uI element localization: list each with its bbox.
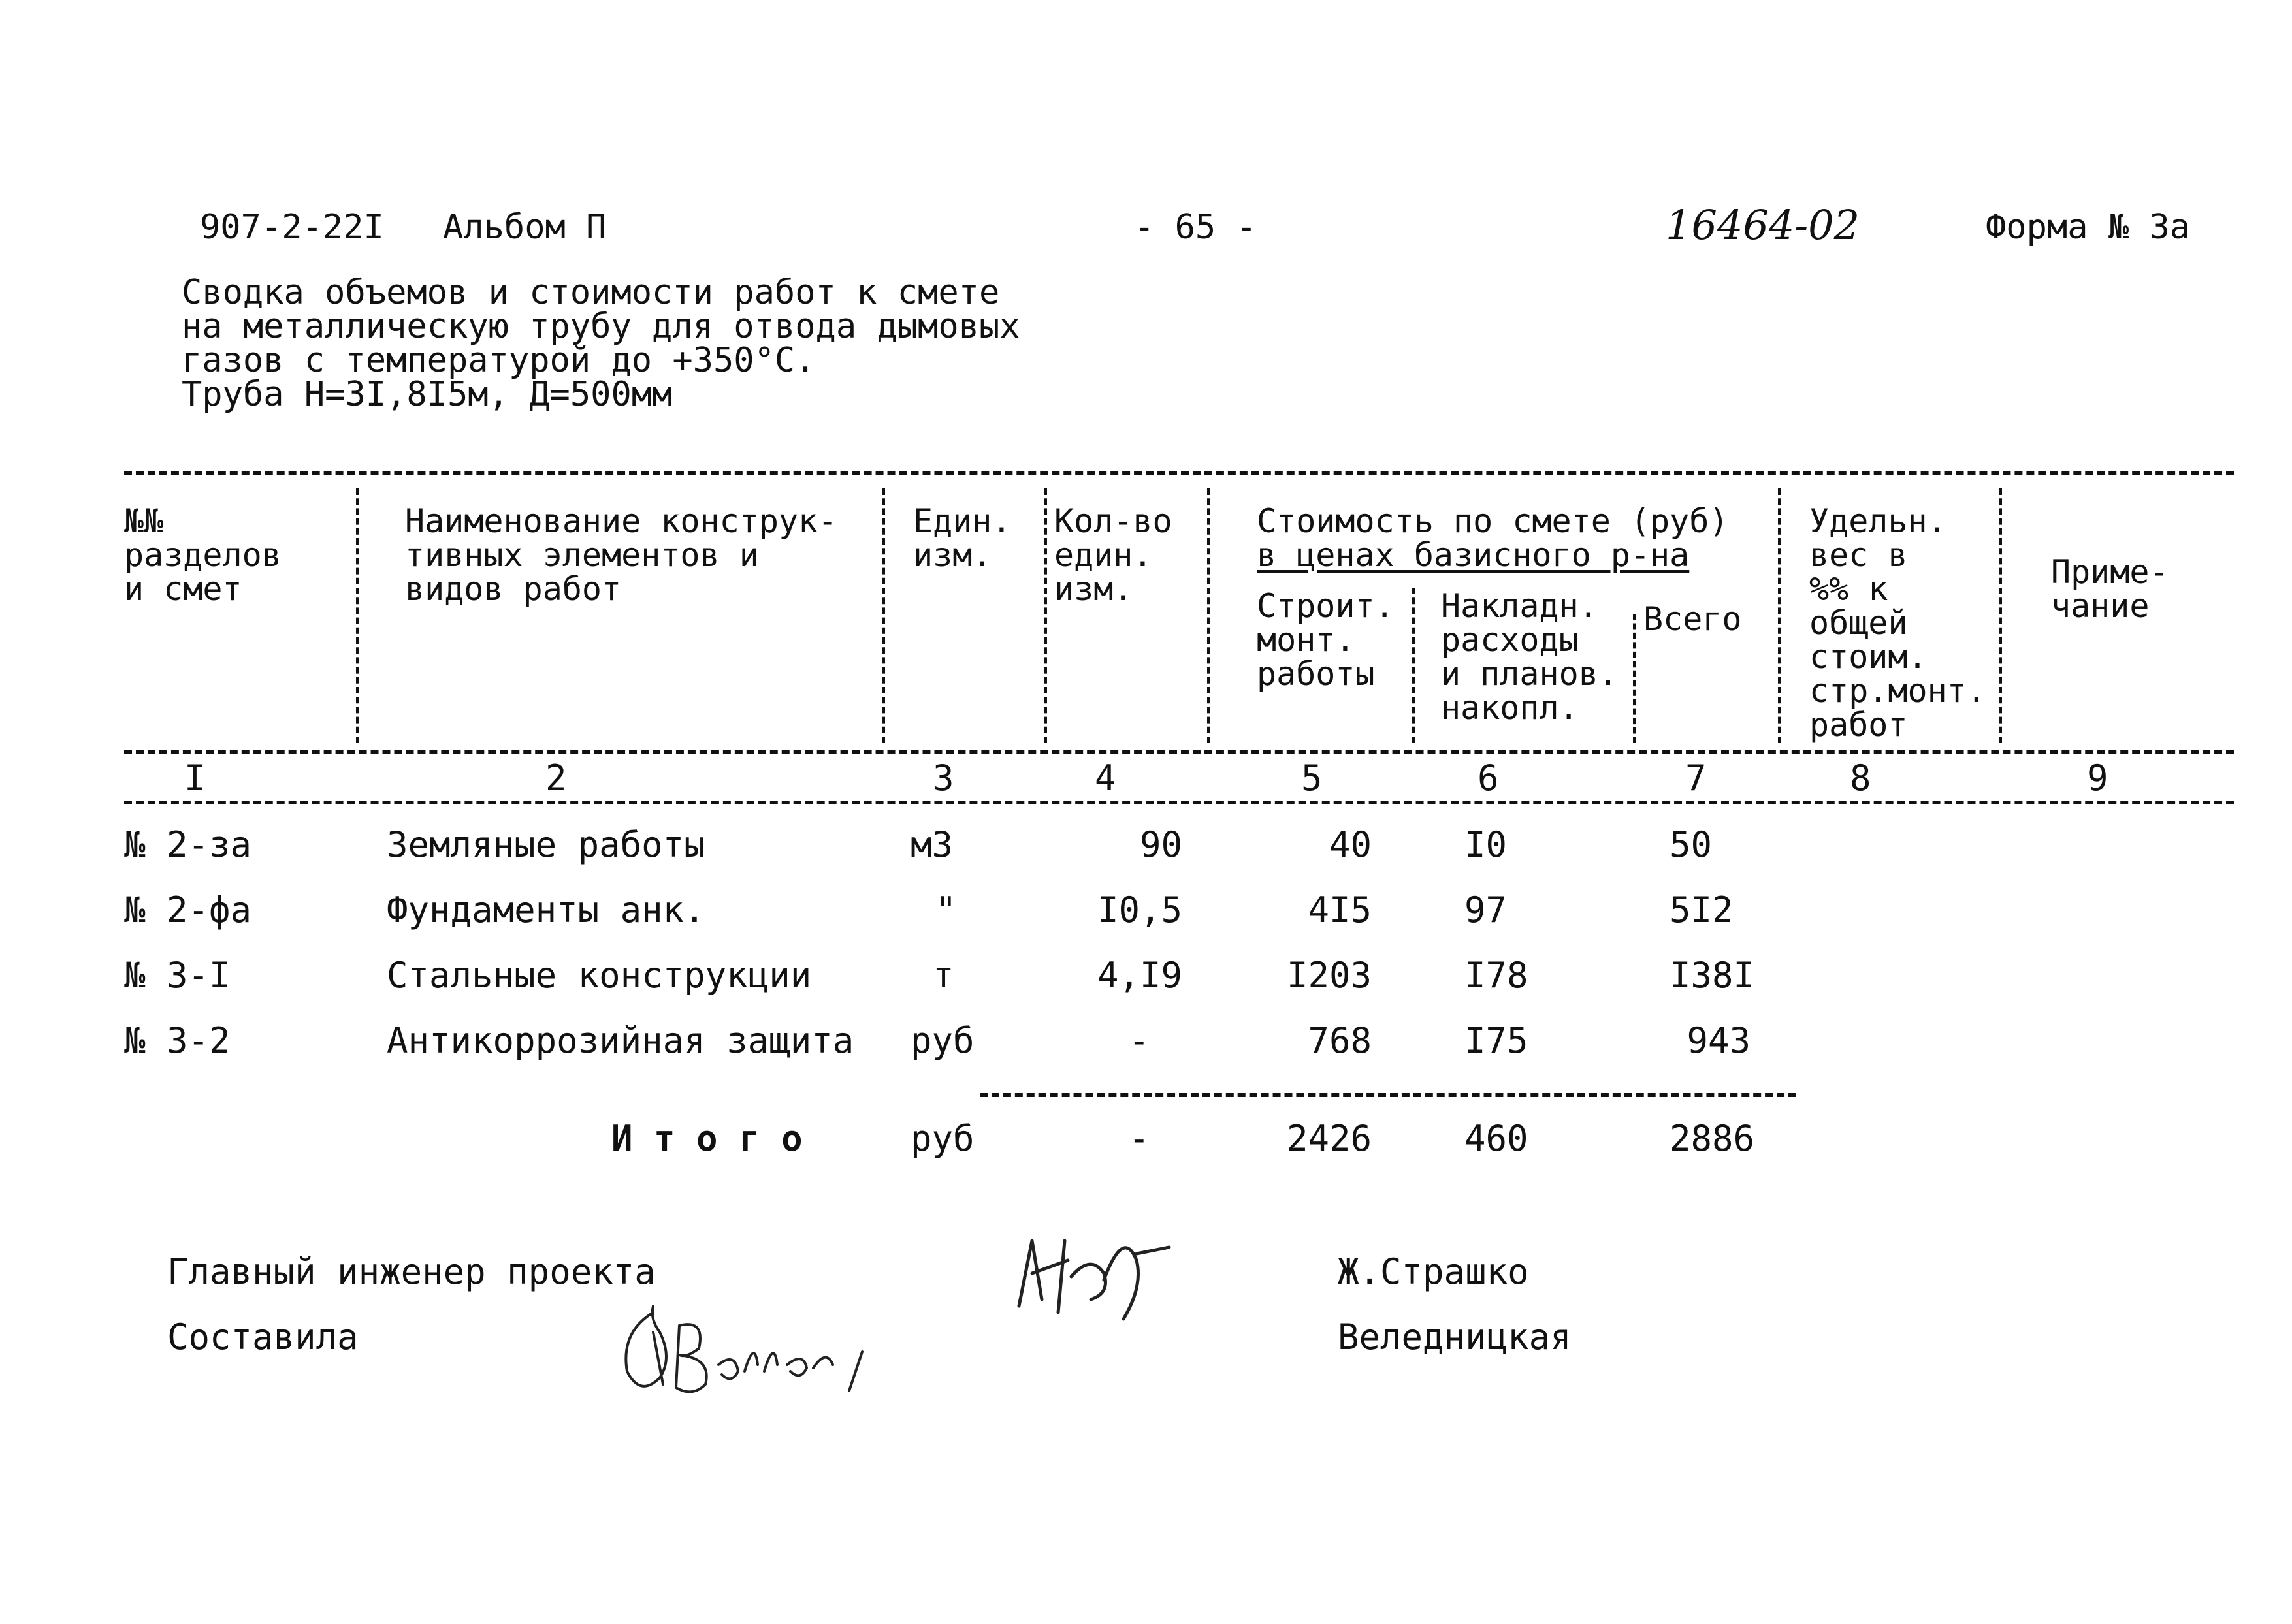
row-build-cost: I203: [1286, 955, 1372, 996]
column-separator: [1207, 488, 1210, 743]
row-section-number: № 2-фа: [124, 889, 252, 931]
total-overhead-cost: 460: [1464, 1118, 1528, 1159]
row-overhead-cost: I75: [1464, 1020, 1528, 1061]
header-col-1: №№ разделов и смет: [124, 502, 282, 608]
row-quantity: -: [1128, 1020, 1150, 1061]
row-build-cost: 4I5: [1308, 889, 1372, 931]
header-col-6: Накладн. расходы и планов. накопл.: [1441, 587, 1618, 727]
total-build-cost: 2426: [1286, 1118, 1372, 1159]
title-line: Труба Н=3I,8I5м, Д=500мм: [182, 375, 673, 414]
chief-engineer-signature: [1006, 1215, 1189, 1332]
header-cost-group: Стоимость по смете (руб) в ценах базисного р-на: [1257, 502, 1729, 574]
column-separator: [1999, 488, 2002, 743]
form-number: Форма № 3а: [1986, 208, 2191, 247]
total-label: И т о г о: [611, 1118, 803, 1159]
header-col-7: Всего: [1643, 600, 1742, 638]
chief-engineer-name: Ж.Страшко: [1338, 1251, 1529, 1292]
compiled-by-label: Составила: [167, 1316, 359, 1358]
column-separator: [1044, 488, 1047, 743]
column-separator: [1778, 488, 1781, 743]
header-col-8: Удельн. вес в %% к общей стоим. стр.монт. работ: [1809, 502, 1986, 744]
row-unit: м3: [911, 824, 954, 865]
row-section-number: № 3-I: [124, 955, 231, 996]
row-work-name: Стальные конструкции: [387, 955, 812, 996]
chief-engineer-label: Главный инженер проекта: [167, 1251, 656, 1292]
title-line: Сводка объемов и стоимости работ к смете: [182, 273, 1000, 312]
row-overhead-cost: I78: [1464, 955, 1528, 996]
column-number: 7: [1685, 757, 1707, 799]
row-total-cost: 5I2: [1670, 889, 1734, 931]
total-total-cost: 2886: [1670, 1118, 1755, 1159]
row-overhead-cost: I0: [1464, 824, 1508, 865]
compiler-signature: [614, 1293, 914, 1417]
row-quantity: 4,I9: [1097, 955, 1182, 996]
column-number: 9: [2087, 757, 2108, 799]
row-unit: т: [933, 955, 954, 996]
row-build-cost: 40: [1329, 824, 1372, 865]
total-rule: [980, 1093, 1796, 1097]
album-label: Альбом П: [443, 208, 607, 247]
total-unit: руб: [911, 1118, 975, 1159]
column-number: 4: [1095, 757, 1116, 799]
title-line: газов с температурой до +350°С.: [182, 341, 816, 380]
row-overhead-cost: 97: [1464, 889, 1508, 931]
compiled-by-name: Веледницкая: [1338, 1316, 1572, 1358]
column-number: I: [184, 757, 206, 799]
column-number: 5: [1301, 757, 1323, 799]
header-bottom-rule: [124, 750, 2234, 754]
header-col-5: Строит. монт. работы: [1257, 587, 1395, 693]
page-number: - 65 -: [1134, 208, 1257, 247]
row-work-name: Земляные работы: [387, 824, 705, 865]
column-separator: [356, 488, 359, 743]
row-unit: руб: [911, 1020, 975, 1061]
document-title: [182, 273, 1020, 414]
column-separator: [1412, 588, 1415, 743]
row-unit: ": [935, 889, 957, 931]
row-work-name: Фундаменты анк.: [387, 889, 705, 931]
header-col-3: Един. изм.: [913, 502, 1012, 574]
row-section-number: № 3-2: [124, 1020, 231, 1061]
row-total-cost: I38I: [1670, 955, 1755, 996]
row-total-cost: 943: [1687, 1020, 1751, 1061]
document-code: 907-2-22I: [200, 208, 384, 247]
row-build-cost: 768: [1308, 1020, 1372, 1061]
column-number: 8: [1850, 757, 1871, 799]
title-line: на металлическую трубу для отвода дымовых: [182, 307, 1020, 346]
column-number: 6: [1477, 757, 1499, 799]
table-top-rule: [124, 471, 2234, 475]
row-total-cost: 50: [1670, 824, 1713, 865]
total-quantity: -: [1128, 1118, 1150, 1159]
row-quantity: 90: [1139, 824, 1182, 865]
header-col-2: Наименование конструк- тивных элементов и видов работ: [405, 502, 838, 608]
header-col-9: Приме- чание: [2051, 553, 2169, 625]
row-quantity: I0,5: [1097, 889, 1182, 931]
column-number: 3: [933, 757, 954, 799]
row-work-name: Антикоррозийная защита: [387, 1020, 854, 1061]
row-section-number: № 2-за: [124, 824, 252, 865]
column-separator: [1633, 614, 1636, 743]
handwritten-stamp: 16464-02: [1666, 201, 1860, 249]
header-col-4: Кол-во един. изм.: [1054, 502, 1172, 608]
column-number-rule: [124, 801, 2234, 804]
column-separator: [882, 488, 885, 743]
column-number: 2: [545, 757, 567, 799]
